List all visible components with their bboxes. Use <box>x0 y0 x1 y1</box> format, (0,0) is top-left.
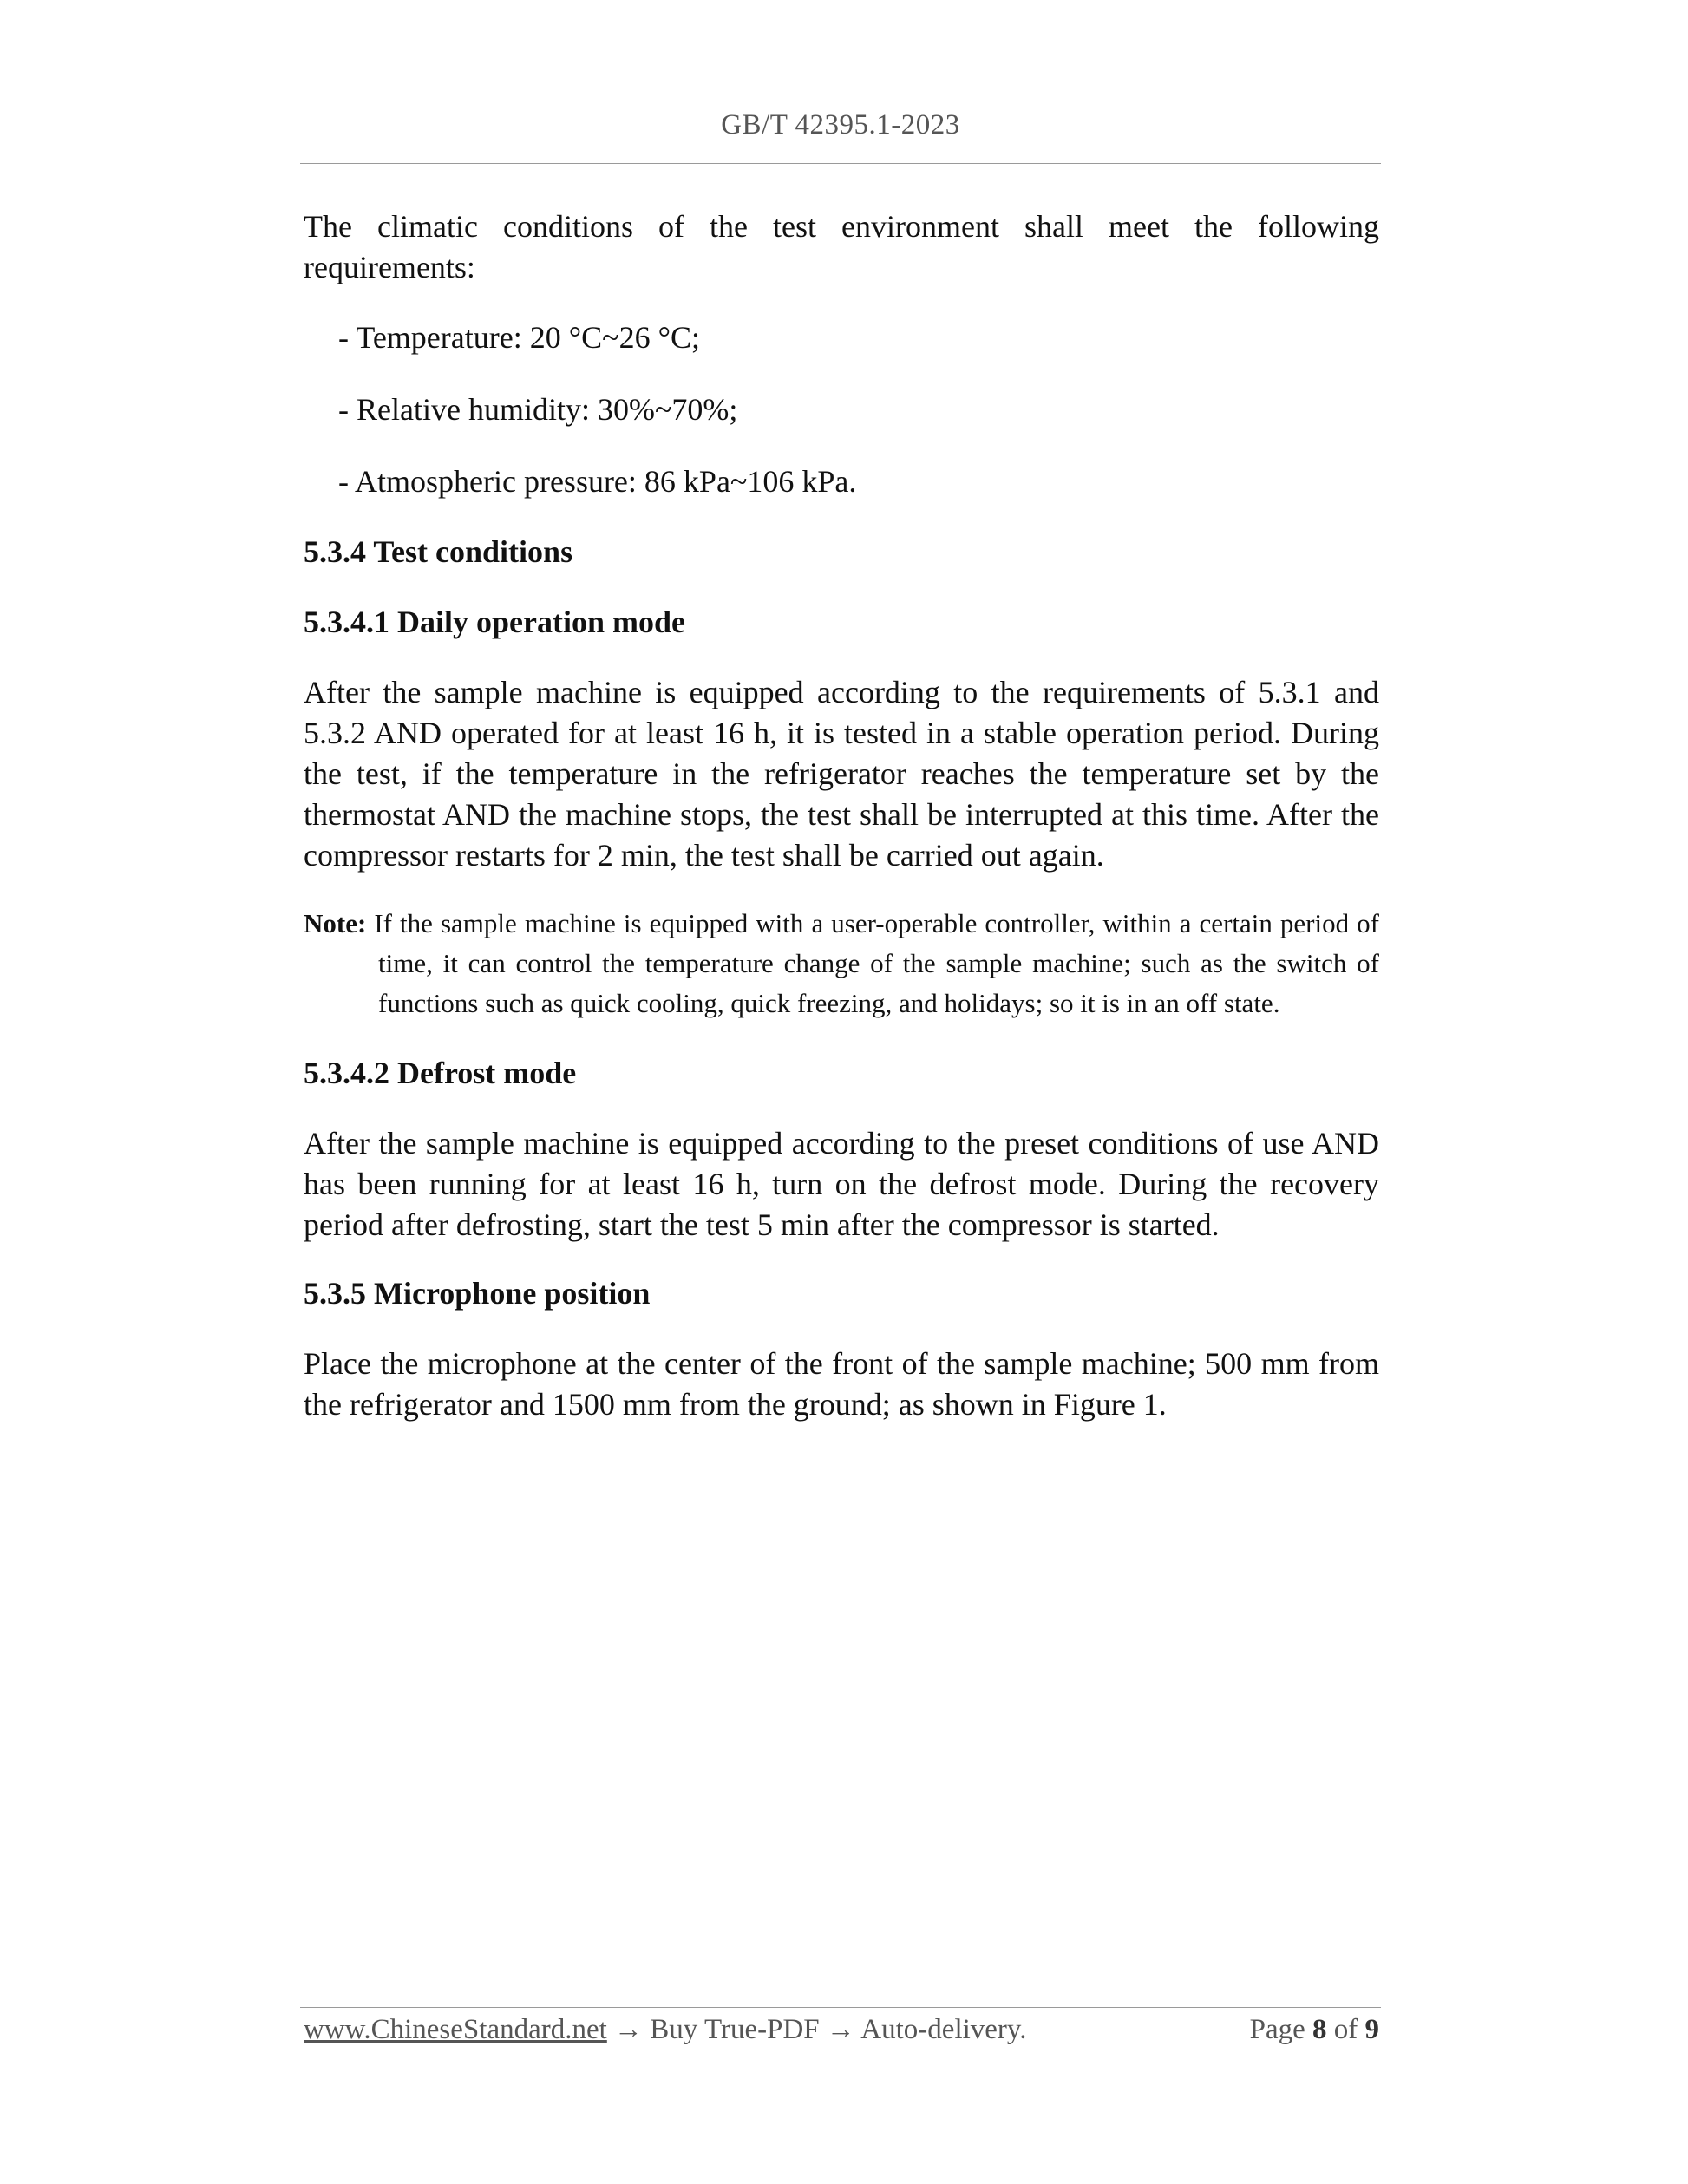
footer-divider <box>300 2007 1381 2008</box>
page-label: Page <box>1249 2014 1312 2045</box>
list-item-humidity: - Relative humidity: 30%~70%; <box>338 392 738 427</box>
paragraph-daily-operation: After the sample machine is equipped according to the requirements of 5.3.1 and 5.3.2 AND operated for at least 16 h, it is tested in a stable operation period. During the test, if the temperature in the refrigerator reaches the temperature set by the thermostat AND the machine stops, the test shall be interrupted at this time. After the compressor restarts for 2 min, the test shall be carried out again. <box>304 675 1379 873</box>
intro-paragraph: The climatic conditions of the test environment shall meet the following requirements: <box>304 209 1379 284</box>
note-label: Note: <box>304 908 367 938</box>
list-item-temperature: - Temperature: 20 °C~26 °C; <box>338 320 701 355</box>
page-header: GB/T 42395.1-2023 <box>721 109 960 141</box>
page-content <box>304 206 1379 1453</box>
paragraph-defrost-mode: After the sample machine is equipped according to the preset conditions of use AND has been running for at least 16 h, turn on the defrost mode. During the recovery period after defrosting, start the test 5 min after the compressor is started. <box>304 1126 1379 1242</box>
footer-tagline: → Buy True-PDF → Auto-delivery. <box>606 2014 1027 2045</box>
page-number <box>1250 2011 1379 2049</box>
list-item-pressure: - Atmospheric pressure: 86 kPa~106 kPa. <box>338 464 857 499</box>
header-divider <box>300 163 1381 164</box>
section-heading-5-3-4-1: 5.3.4.1 Daily operation mode <box>304 605 685 639</box>
footer-left <box>304 2011 1027 2049</box>
note-paragraph <box>304 904 1379 1023</box>
paragraph-microphone-position: Place the microphone at the center of the front of the sample machine; 500 mm from the refrigerator and 1500 mm from the ground; as shown in Figure 1. <box>304 1346 1379 1422</box>
page-total: 9 <box>1364 2014 1379 2045</box>
page-current: 8 <box>1312 2014 1327 2045</box>
section-heading-5-3-5: 5.3.5 Microphone position <box>304 1276 651 1311</box>
section-heading-5-3-4: 5.3.4 Test conditions <box>304 534 573 569</box>
footer-website-link[interactable]: www.ChineseStandard.net <box>304 2014 607 2045</box>
page-of: of <box>1326 2014 1365 2045</box>
note-text: If the sample machine is equipped with a user-operable controller, within a certain period of time, it can control the temperature change of the sample machine; such as the switch of functions such as quick cooling, quick freezing, and holidays; so it is in an off state. <box>366 908 1379 1018</box>
section-heading-5-3-4-2: 5.3.4.2 Defrost mode <box>304 1056 577 1090</box>
